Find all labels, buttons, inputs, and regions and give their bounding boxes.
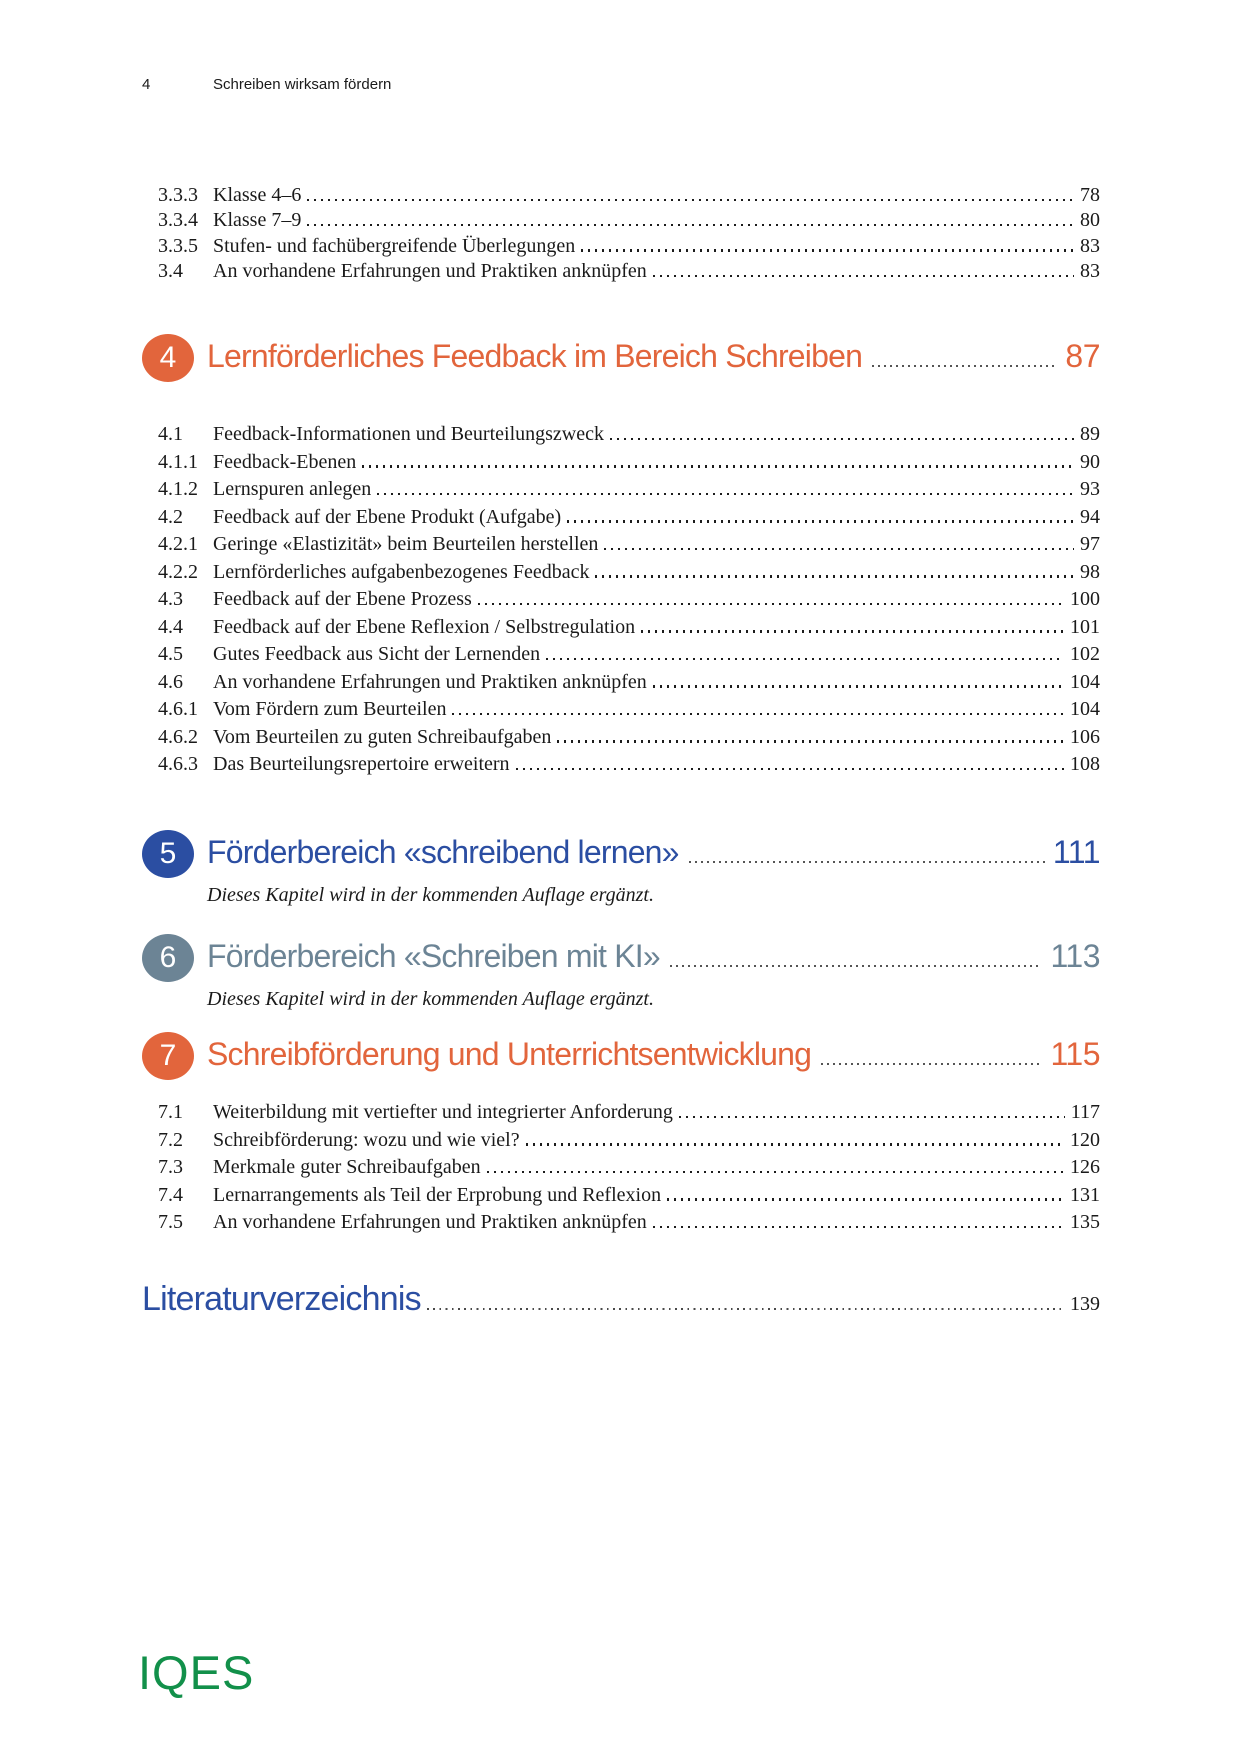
toc-entry-row[interactable]: [158, 259, 1100, 284]
toc-entry-page-number: 90: [1080, 450, 1100, 473]
chapter-heading-7[interactable]: [142, 1032, 1100, 1080]
toc-entry-page-number: 104: [1070, 670, 1100, 693]
toc-entry-page-number: 108: [1070, 753, 1100, 775]
toc-entry-title: Geringe «Elastizität» beim Beurteilen herstellen: [213, 533, 599, 555]
toc-entry-title: Merkmale guter Schreibaufgaben: [213, 1156, 481, 1178]
toc-entry-title: Vom Beurteilen zu guten Schreibaufgaben: [213, 725, 552, 748]
dotted-leader: [610, 438, 1074, 440]
toc-entry-number: 3.4: [158, 259, 183, 282]
toc-entry-row[interactable]: [158, 531, 1100, 559]
toc-entry-row[interactable]: [158, 1154, 1100, 1182]
toc-entry-row[interactable]: [158, 183, 1100, 208]
toc-entry-row[interactable]: [158, 476, 1100, 504]
chapter-title[interactable]: Förderbereich «Schreiben mit KI»: [207, 938, 660, 974]
toc-entry-page-number: 98: [1080, 560, 1100, 583]
toc-section-4: [158, 421, 1100, 779]
toc-entry-title: Feedback-Ebenen: [213, 450, 357, 473]
toc-entry-page-number: 104: [1070, 698, 1100, 720]
chapter-page-number[interactable]: 87: [1065, 338, 1100, 374]
toc-entry-number: 4.6.2: [158, 725, 198, 748]
toc-entry-page-number: 135: [1070, 1211, 1100, 1233]
dotted-leader: [516, 768, 1064, 770]
chapter-page-number[interactable]: 113: [1050, 938, 1100, 974]
running-header: [142, 76, 1100, 93]
toc-entry-number: 4.3: [158, 588, 183, 610]
literature-heading[interactable]: [142, 1280, 1100, 1319]
toc-entry-page-number: 83: [1080, 259, 1100, 282]
toc-entry-row[interactable]: [158, 614, 1100, 642]
dotted-leader: [653, 685, 1064, 687]
chapter-number-badge: 4: [142, 334, 194, 382]
dotted-leader: [667, 1198, 1064, 1200]
toc-entry-number: 3.3.3: [158, 184, 198, 206]
toc-entry-row[interactable]: [158, 724, 1100, 752]
toc-entry-number: 3.3.4: [158, 209, 198, 232]
toc-entry-page-number: 93: [1080, 478, 1100, 500]
toc-entry-row[interactable]: [158, 559, 1100, 587]
dotted-leader: [641, 630, 1064, 632]
dotted-leader: [557, 740, 1064, 742]
chapter-heading-4[interactable]: [142, 334, 1100, 382]
dotted-leader: [653, 275, 1074, 277]
dotted-leader: [452, 713, 1064, 715]
toc-entry-title: Feedback auf der Ebene Reflexion / Selbstregulation: [213, 615, 636, 638]
toc-entry-row[interactable]: [158, 449, 1100, 477]
dotted-leader: [689, 861, 1045, 863]
toc-entry-number: 7.2: [158, 1128, 183, 1151]
toc-entry-title: Feedback auf der Ebene Produkt (Aufgabe): [213, 505, 562, 528]
toc-entry-page-number: 80: [1080, 209, 1100, 232]
toc-entry-title: An vorhandene Erfahrungen und Praktiken anknüpfen: [213, 259, 647, 282]
toc-entry-title: Schreibförderung: wozu und wie viel?: [213, 1128, 520, 1151]
chapter-number-badge: 5: [142, 830, 194, 878]
toc-entry-page-number: 94: [1080, 505, 1100, 528]
dotted-leader: [595, 575, 1074, 577]
dotted-leader: [546, 658, 1064, 660]
toc-entry-row[interactable]: [158, 751, 1100, 779]
toc-section-3: [158, 183, 1100, 284]
toc-entry-number: 4.6: [158, 670, 183, 693]
toc-entry-row[interactable]: [158, 1182, 1100, 1210]
dotted-leader: [653, 1226, 1064, 1228]
toc-entry-row[interactable]: [158, 696, 1100, 724]
dotted-leader: [679, 1116, 1065, 1118]
toc-entry-title: An vorhandene Erfahrungen und Praktiken anknüpfen: [213, 1211, 647, 1233]
toc-entry-row[interactable]: [158, 1127, 1100, 1155]
dotted-leader: [872, 365, 1057, 367]
toc-entry-number: 7.3: [158, 1156, 183, 1178]
dotted-leader: [604, 548, 1074, 550]
toc-entry-row[interactable]: [158, 421, 1100, 449]
dotted-leader: [478, 603, 1064, 605]
toc-entry-row[interactable]: [158, 234, 1100, 259]
chapter-number-badge: 6: [142, 934, 194, 982]
chapter-title[interactable]: Förderbereich «schreibend lernen»: [207, 834, 679, 870]
chapter-heading-5[interactable]: [142, 830, 1100, 878]
toc-entry-page-number: 101: [1070, 615, 1100, 638]
toc-entry-title: Vom Fördern zum Beurteilen: [213, 698, 447, 720]
header-book-title: Schreiben wirksam fördern: [213, 76, 392, 93]
iqes-logo: IQES: [138, 1646, 255, 1699]
toc-entry-title: Stufen- und fachübergreifende Überlegungen: [213, 234, 576, 257]
toc-entry-number: 4.2.1: [158, 533, 198, 555]
toc-entry-title: Gutes Feedback aus Sicht der Lernenden: [213, 643, 541, 665]
toc-entry-row[interactable]: [158, 586, 1100, 614]
toc-entry-row[interactable]: [158, 1099, 1100, 1127]
toc-entry-page-number: 131: [1070, 1183, 1100, 1206]
dotted-leader: [567, 520, 1074, 522]
toc-entry-title: Klasse 4–6: [213, 184, 302, 206]
toc-entry-number: 4.1.2: [158, 478, 198, 500]
chapter-title[interactable]: Schreibförderung und Unterrichtsentwicklung: [207, 1036, 812, 1072]
literature-page-number[interactable]: 139: [1070, 1293, 1100, 1315]
toc-entry-title: An vorhandene Erfahrungen und Praktiken anknüpfen: [213, 670, 647, 693]
toc-entry-row[interactable]: [158, 1209, 1100, 1237]
chapter-title[interactable]: Lernförderliches Feedback im Bereich Schreiben: [207, 338, 863, 374]
toc-entry-title: Weiterbildung mit vertiefter und integrierter Anforderung: [213, 1101, 673, 1123]
toc-entry-page-number: 83: [1080, 234, 1100, 257]
toc-entry-number: 7.5: [158, 1211, 183, 1233]
toc-entry-page-number: 120: [1070, 1128, 1100, 1151]
toc-entry-row[interactable]: [158, 669, 1100, 697]
toc-entry-number: 4.6.1: [158, 698, 198, 720]
literature-title[interactable]: Literaturverzeichnis: [142, 1280, 421, 1318]
toc-entry-page-number: 100: [1070, 588, 1100, 610]
toc-entry-row[interactable]: [158, 641, 1100, 669]
toc-entry-number: 4.5: [158, 643, 183, 665]
chapter-note: Dieses Kapitel wird in der kommenden Auflage ergänzt.: [207, 988, 654, 1010]
toc-entry-page-number: 117: [1070, 1101, 1100, 1123]
toc-entry-title: Klasse 7–9: [213, 209, 302, 232]
dotted-leader: [821, 1063, 1042, 1065]
toc-section-7: [158, 1099, 1100, 1237]
toc-entry-page-number: 106: [1070, 725, 1100, 748]
toc-entry-page-number: 126: [1070, 1156, 1100, 1178]
dotted-leader: [526, 1143, 1064, 1145]
toc-entry-number: 4.1: [158, 423, 183, 445]
toc-entry-page-number: 78: [1080, 184, 1100, 206]
dotted-leader: [427, 1308, 1064, 1310]
dotted-leader: [377, 493, 1074, 495]
toc-entry-page-number: 102: [1070, 643, 1100, 665]
dotted-leader: [307, 224, 1074, 226]
dotted-leader: [581, 249, 1074, 251]
toc-entry-row[interactable]: [158, 208, 1100, 233]
toc-entry-number: 4.2: [158, 505, 183, 528]
toc-entry-title: Lernspuren anlegen: [213, 478, 372, 500]
header-page-number: 4: [142, 76, 151, 93]
dotted-leader: [487, 1171, 1064, 1173]
toc-entry-number: 4.4: [158, 615, 183, 638]
toc-entry-number: 3.3.5: [158, 234, 198, 257]
toc-entry-number: 4.1.1: [158, 450, 198, 473]
dotted-leader: [362, 465, 1074, 467]
toc-entry-row[interactable]: [158, 504, 1100, 532]
toc-entry-title: Das Beurteilungsrepertoire erweitern: [213, 753, 510, 775]
toc-entry-page-number: 89: [1080, 423, 1100, 445]
toc-entry-title: Lernarrangements als Teil der Erprobung und Reflexion: [213, 1183, 662, 1206]
chapter-number-badge: 7: [142, 1032, 194, 1080]
toc-entry-page-number: 97: [1080, 533, 1100, 555]
toc-entry-number: 7.1: [158, 1101, 183, 1123]
chapter-note: Dieses Kapitel wird in der kommenden Auflage ergänzt.: [207, 884, 654, 906]
chapter-page-number[interactable]: 111: [1052, 834, 1100, 870]
toc-entry-title: Feedback-Informationen und Beurteilungszweck: [213, 423, 604, 445]
chapter-heading-6[interactable]: [142, 934, 1100, 982]
dotted-leader: [670, 965, 1043, 967]
toc-entry-number: 4.6.3: [158, 753, 198, 775]
toc-entry-title: Feedback auf der Ebene Prozess: [213, 588, 472, 610]
toc-entry-number: 4.2.2: [158, 560, 198, 583]
toc-entry-number: 7.4: [158, 1183, 183, 1206]
chapter-page-number[interactable]: 115: [1050, 1036, 1100, 1072]
toc-entry-title: Lernförderliches aufgabenbezogenes Feedback: [213, 560, 590, 583]
dotted-leader: [307, 199, 1074, 201]
